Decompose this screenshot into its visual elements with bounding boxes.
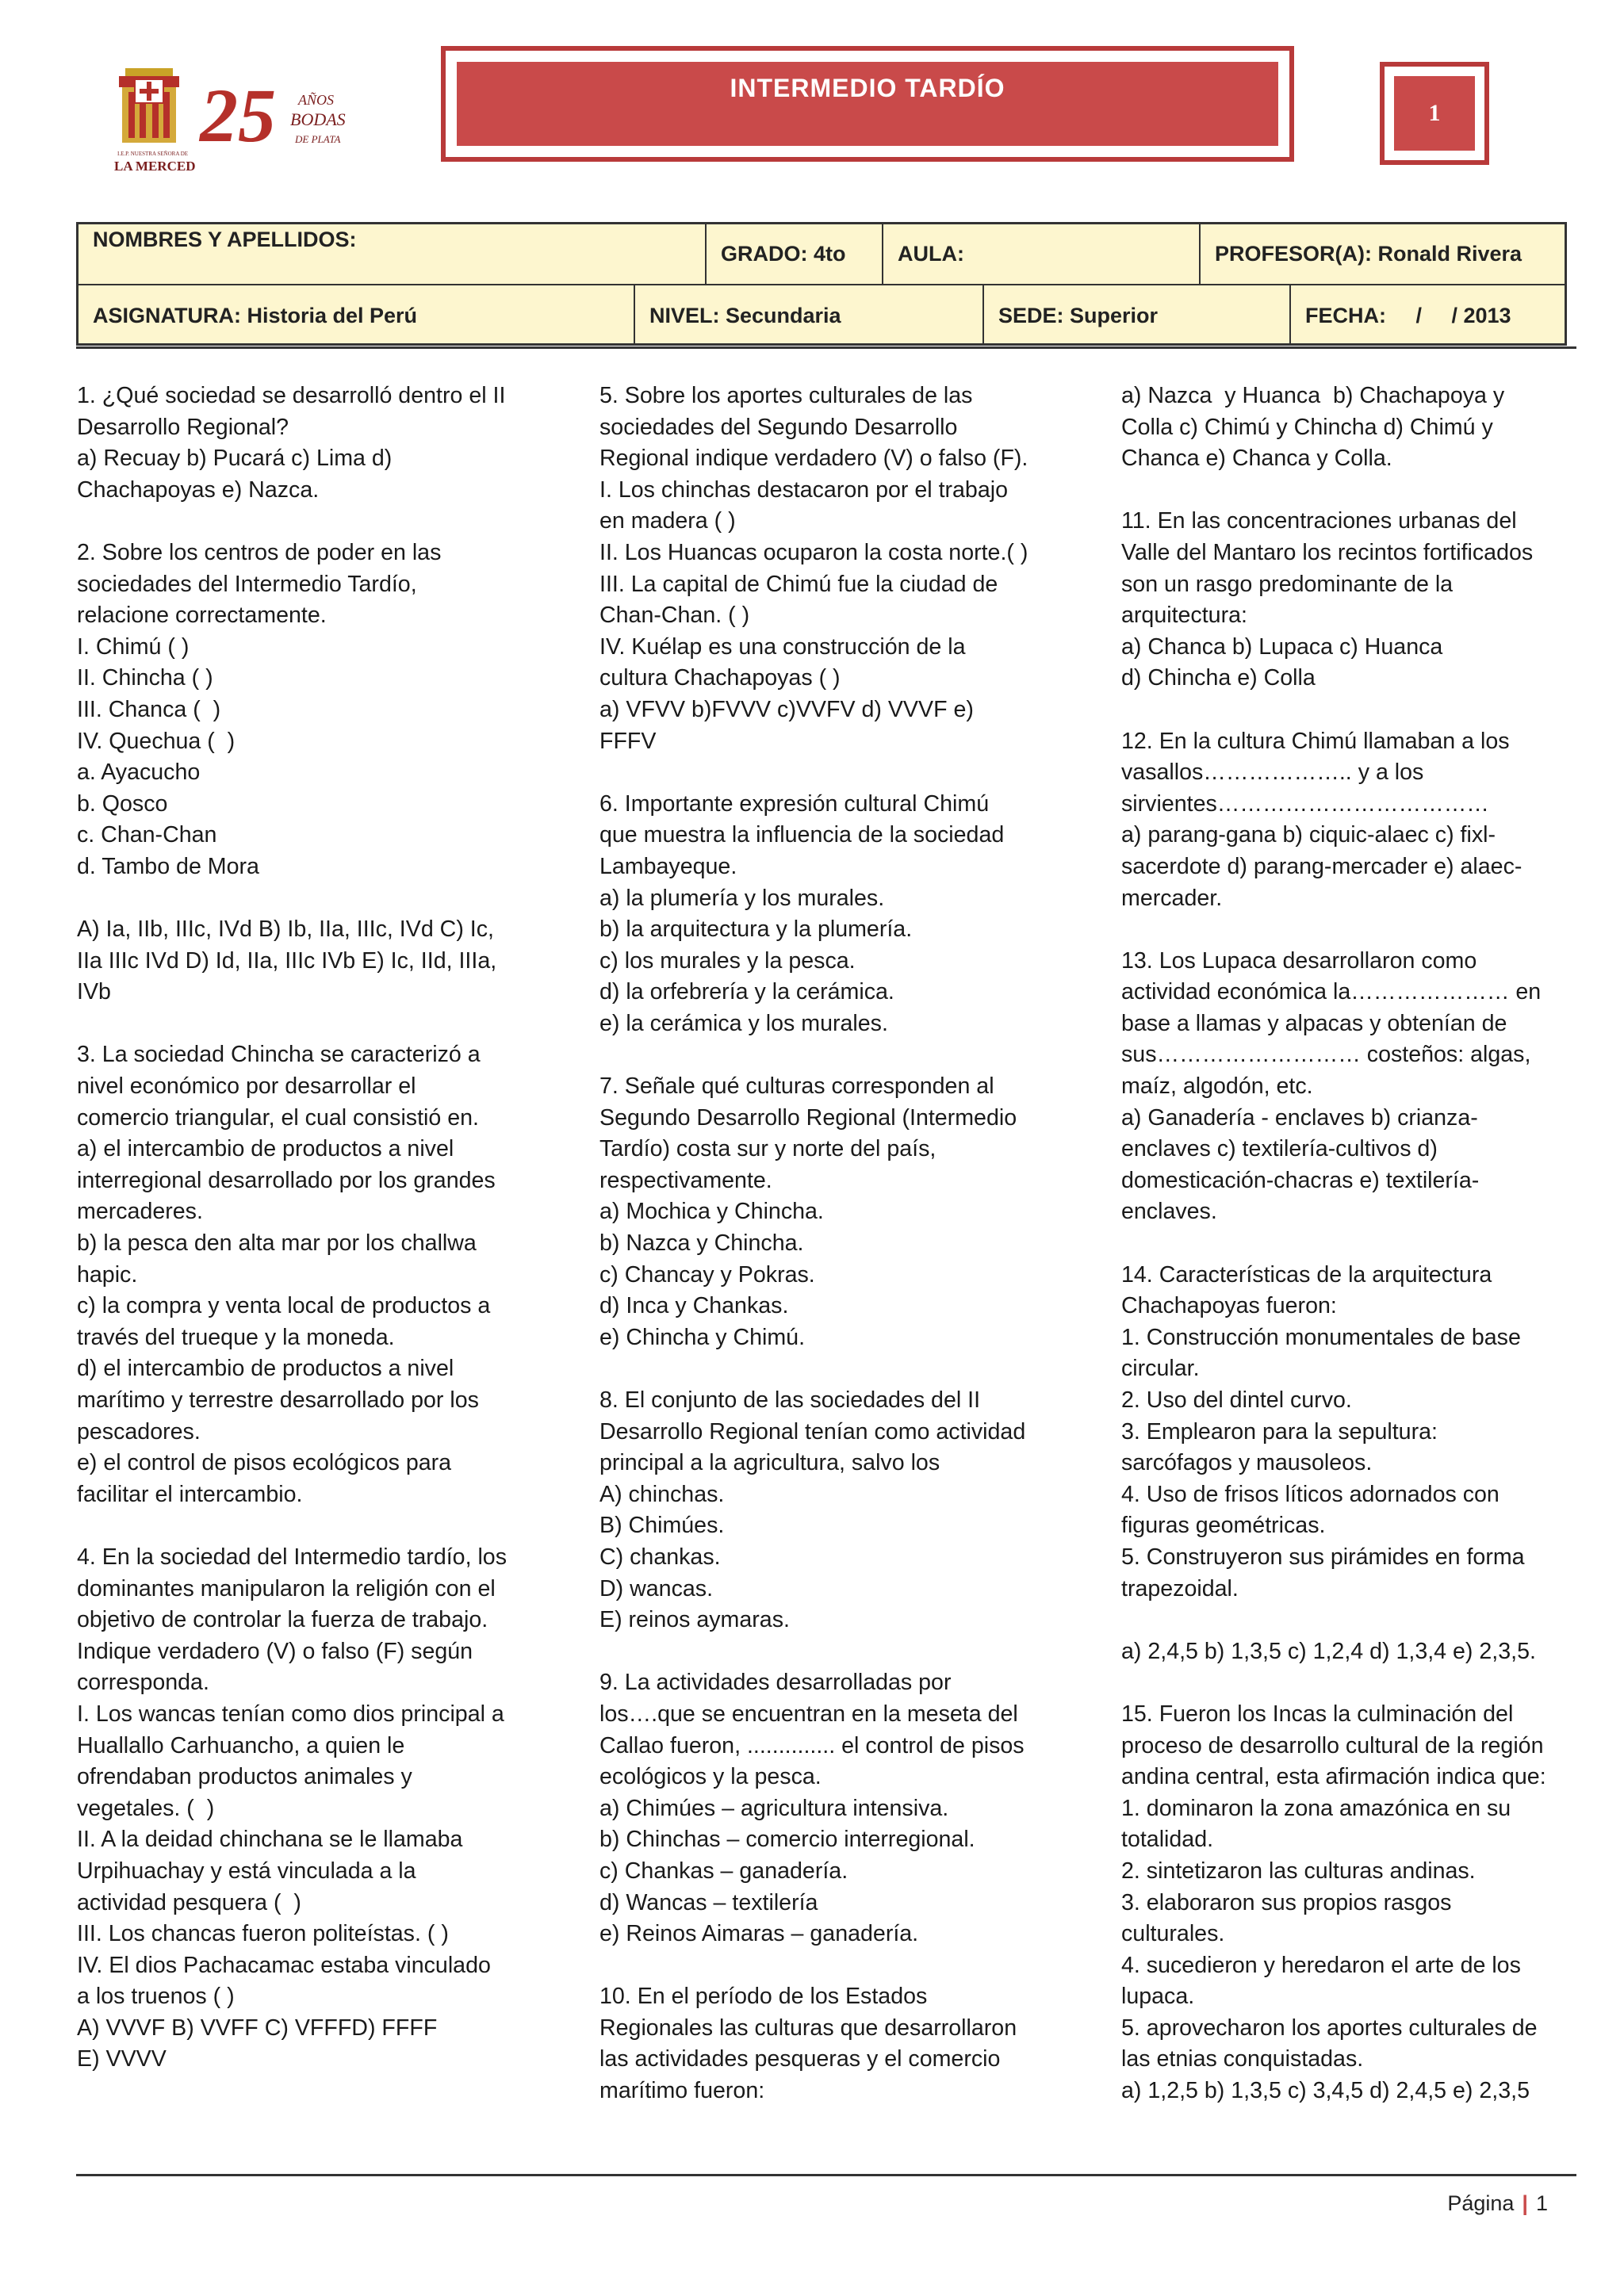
question-line: A) Ia, IIb, IIIc, IVd B) Ib, IIa, IIIc, IVd C) Ic, bbox=[77, 916, 494, 943]
question-line: culturales. bbox=[1121, 1921, 1225, 1947]
question-line: III. Chanca ( ) bbox=[77, 696, 221, 722]
blank-line bbox=[1121, 1228, 1565, 1260]
question-line: IVb bbox=[77, 979, 111, 1005]
question-line: domesticación-chacras e) textilería- bbox=[1121, 1167, 1480, 1193]
question-line: figuras geométricas. bbox=[1121, 1513, 1326, 1539]
question-line: D) wancas. bbox=[599, 1575, 714, 1601]
question-line: d) el intercambio de productos a nivel bbox=[77, 1356, 454, 1382]
question-line: d) la orfebrería y la cerámica. bbox=[599, 979, 894, 1005]
blank-line bbox=[77, 1510, 553, 1542]
question-line: corresponda. bbox=[77, 1670, 209, 1696]
blank-line bbox=[599, 1636, 1075, 1668]
question-line: B) Chimúes. bbox=[599, 1513, 725, 1539]
question-line: ofrendaban productos animales y bbox=[77, 1764, 412, 1790]
question-line: las etnias conquistadas. bbox=[1121, 2046, 1364, 2072]
question-line: c. Chan-Chan bbox=[77, 822, 217, 848]
question-line: a) el intercambio de productos a nivel bbox=[77, 1136, 454, 1162]
question-line: 1. Construcción monumentales de base bbox=[1121, 1324, 1521, 1350]
question-line: en madera ( ) bbox=[599, 508, 736, 534]
blank-line bbox=[599, 1039, 1075, 1071]
date-field: FECHA: / / 2013 bbox=[1305, 303, 1511, 327]
question-line: c) los murales y la pesca. bbox=[599, 947, 856, 974]
question-line: a) Ganadería - enclaves b) crianza- bbox=[1121, 1104, 1478, 1131]
question-line: d. Tambo de Mora bbox=[77, 853, 259, 879]
question-line: a) la plumería y los murales. bbox=[599, 885, 885, 911]
question-line: enclaves. bbox=[1121, 1199, 1217, 1225]
footer-page-number: 1 bbox=[1535, 2191, 1548, 2215]
svg-text:25: 25 bbox=[200, 73, 276, 158]
blank-line bbox=[599, 757, 1075, 789]
question-line: b) la arquitectura y la plumería. bbox=[599, 916, 913, 943]
question-line: a) Chimúes – agricultura intensiva. bbox=[599, 1795, 949, 1821]
question-line: Desarrollo Regional? bbox=[77, 414, 289, 440]
question-line: 14. Características de la arquitectura bbox=[1121, 1261, 1492, 1288]
question-line: 11. En las concentraciones urbanas del bbox=[1121, 508, 1517, 534]
question-line: Segundo Desarrollo Regional (Intermedio bbox=[599, 1104, 1017, 1131]
question-line: que muestra la influencia de la sociedad bbox=[599, 822, 1005, 848]
question-line: 6. Importante expresión cultural Chimú bbox=[599, 790, 990, 817]
question-line: lupaca. bbox=[1121, 1984, 1195, 2010]
question-line: c) Chankas – ganadería. bbox=[599, 1858, 848, 1884]
question-line: Tardío) costa sur y norte del país, bbox=[599, 1136, 936, 1162]
question-line: a) 2,4,5 b) 1,3,5 c) 1,2,4 d) 1,3,4 e) 2,3,5. bbox=[1121, 1638, 1536, 1664]
question-line: I. Chimú ( ) bbox=[77, 633, 190, 660]
question-line: 13. Los Lupaca desarrollaron como bbox=[1121, 947, 1477, 974]
question-line: a) Chanca b) Lupaca c) Huanca bbox=[1121, 633, 1443, 660]
question-line: a. Ayacucho bbox=[77, 760, 201, 786]
svg-text:AÑOS: AÑOS bbox=[298, 92, 334, 108]
question-line: IV. El dios Pachacamac estaba vinculado bbox=[77, 1952, 491, 1978]
questions-column-3 bbox=[1121, 381, 1565, 2107]
question-line: a) VFVV b)FVVV c)VVFV d) VVVF e) bbox=[599, 696, 974, 722]
question-line: A) VVVF B) VVFF C) VFFFD) FFFF bbox=[77, 2015, 438, 2041]
question-line: arquitectura: bbox=[1121, 603, 1247, 629]
question-line: dominantes manipularon la religión con el bbox=[77, 1575, 496, 1601]
level-field: NIVEL: Secundaria bbox=[649, 303, 841, 327]
question-line: 7. Señale qué culturas corresponden al bbox=[599, 1073, 994, 1100]
logo-school-name: LA MERCED bbox=[114, 159, 196, 174]
question-line: Chan-Chan. ( ) bbox=[599, 603, 750, 629]
question-line: las actividades pesqueras y el comercio bbox=[599, 2046, 1001, 2072]
question-line: facilitar el intercambio. bbox=[77, 1481, 303, 1507]
question-line: a) 1,2,5 b) 1,3,5 c) 3,4,5 d) 2,4,5 e) 2,3,5 bbox=[1121, 2078, 1530, 2104]
blank-line bbox=[1121, 914, 1565, 946]
question-line: maíz, algodón, etc. bbox=[1121, 1073, 1313, 1100]
blank-line bbox=[1121, 475, 1565, 507]
page-number-box bbox=[1380, 62, 1489, 165]
question-line: b) Nazca y Chincha. bbox=[599, 1230, 804, 1257]
question-line: respectivamente. bbox=[599, 1167, 772, 1193]
blank-line bbox=[1121, 1605, 1565, 1636]
question-line: 5. Construyeron sus pirámides en forma bbox=[1121, 1544, 1525, 1570]
blank-line bbox=[77, 1008, 553, 1040]
question-line: 3. Emplearon para la sepultura: bbox=[1121, 1418, 1438, 1445]
question-line: III. Los chancas fueron politeístas. ( ) bbox=[77, 1921, 449, 1947]
question-line: d) Wancas – textilería bbox=[599, 1889, 818, 1915]
question-line: 8. El conjunto de las sociedades del II bbox=[599, 1387, 981, 1413]
question-line: circular. bbox=[1121, 1356, 1200, 1382]
question-line: cultura Chachapoyas ( ) bbox=[599, 665, 841, 691]
question-line: Chanca e) Chanca y Colla. bbox=[1121, 446, 1392, 472]
crest-icon bbox=[119, 68, 179, 143]
question-line: C) chankas. bbox=[599, 1544, 721, 1570]
campus-field: SEDE: Superior bbox=[998, 303, 1159, 327]
title-banner bbox=[441, 46, 1294, 162]
question-line: 15. Fueron los Incas la culminación del bbox=[1121, 1701, 1514, 1727]
question-line: 3. elaboraron sus propios rasgos bbox=[1121, 1889, 1452, 1915]
question-line: relacione correctamente. bbox=[77, 603, 327, 629]
question-line: proceso de desarrollo cultural de la región bbox=[1121, 1732, 1544, 1758]
student-info-table bbox=[76, 222, 1567, 346]
question-line: Chachapoyas fueron: bbox=[1121, 1293, 1337, 1319]
question-line: Colla c) Chimú y Chincha d) Chimú y bbox=[1121, 414, 1493, 440]
question-line: principal a la agricultura, salvo los bbox=[599, 1450, 940, 1476]
question-line: andina central, esta afirmación indica que: bbox=[1121, 1764, 1546, 1790]
subject-field: ASIGNATURA: Historia del Perú bbox=[93, 303, 418, 327]
question-line: nivel económico por desarrollar el bbox=[77, 1073, 416, 1100]
question-line: E) VVVV bbox=[77, 2046, 167, 2072]
question-line: Callao fueron, .............. el control de pisos bbox=[599, 1732, 1025, 1758]
question-line: 10. En el período de los Estados bbox=[599, 1984, 928, 2010]
question-line: vegetales. ( ) bbox=[77, 1795, 215, 1821]
question-line: 1. dominaron la zona amazónica en su bbox=[1121, 1795, 1511, 1821]
question-line: base a llamas y alpacas y obtenían de bbox=[1121, 1010, 1507, 1036]
question-line: FFFV bbox=[599, 728, 657, 754]
questions-column-2 bbox=[599, 381, 1075, 2107]
question-line: c) Chancay y Pokras. bbox=[599, 1261, 815, 1288]
question-line: sociedades del Intermedio Tardío, bbox=[77, 571, 417, 597]
question-line: 2. Sobre los centros de poder en las bbox=[77, 539, 442, 565]
question-line: I. Los wancas tenían como dios principal a bbox=[77, 1701, 504, 1727]
question-line: Indique verdadero (V) o falso (F) según bbox=[77, 1638, 473, 1664]
question-line: actividad económica la………………… en bbox=[1121, 979, 1542, 1005]
footer-page-label: Página bbox=[1447, 2191, 1515, 2215]
question-line: Urpihuachay y está vinculada a la bbox=[77, 1858, 416, 1884]
question-line: 1. ¿Qué sociedad se desarrolló dentro el II bbox=[77, 383, 506, 408]
question-line: marítimo fueron: bbox=[599, 2078, 765, 2104]
question-line: sarcófagos y mausoleos. bbox=[1121, 1450, 1373, 1476]
question-line: sus……………………… costeños: algas, bbox=[1121, 1042, 1531, 1068]
question-line: comercio triangular, el cual consistió en. bbox=[77, 1104, 479, 1131]
question-line: enclaves c) textilería-cultivos d) bbox=[1121, 1136, 1438, 1162]
question-line: interregional desarrollado por los grandes bbox=[77, 1167, 496, 1193]
question-line: través del trueque y la moneda. bbox=[77, 1324, 395, 1350]
classroom-field: AULA: bbox=[898, 242, 964, 266]
question-line: IIa IIIc IVd D) Id, IIa, IIIc IVb E) Ic, IId, IIIa, bbox=[77, 947, 497, 974]
question-line: II. Chincha ( ) bbox=[77, 665, 213, 691]
question-line: Desarrollo Regional tenían como actividad bbox=[599, 1418, 1026, 1445]
question-line: c) la compra y venta local de productos a bbox=[77, 1293, 491, 1319]
question-line: 4. sucedieron y heredaron el arte de los bbox=[1121, 1952, 1521, 1978]
question-line: Valle del Mantaro los recintos fortificados bbox=[1121, 539, 1534, 565]
footer-divider bbox=[76, 2174, 1576, 2176]
question-line: totalidad. bbox=[1121, 1827, 1214, 1853]
question-line: a) Mochica y Chincha. bbox=[599, 1199, 824, 1225]
question-line: b) Chinchas – comercio interregional. bbox=[599, 1827, 975, 1853]
svg-text:DE PLATA: DE PLATA bbox=[295, 133, 341, 145]
question-line: 12. En la cultura Chimú llamaban a los bbox=[1121, 728, 1510, 754]
question-line: Huallallo Carhuancho, a quien le bbox=[77, 1732, 405, 1758]
question-line: b. Qosco bbox=[77, 790, 168, 817]
question-line: e) el control de pisos ecológicos para bbox=[77, 1450, 452, 1476]
question-line: 3. La sociedad Chincha se caracterizó a bbox=[77, 1042, 481, 1068]
svg-text:BODAS: BODAS bbox=[290, 109, 346, 129]
question-line: a) parang-gana b) ciquic-alaec c) fixl- bbox=[1121, 822, 1496, 848]
question-line: son un rasgo predominante de la bbox=[1121, 571, 1454, 597]
question-line: a) Recuay b) Pucará c) Lima d) bbox=[77, 446, 393, 472]
question-line: vasallos……………….. y a los bbox=[1121, 760, 1424, 786]
question-line: A) chinchas. bbox=[599, 1481, 725, 1507]
question-line: d) Chincha e) Colla bbox=[1121, 665, 1316, 691]
questions-column-1 bbox=[77, 381, 553, 2076]
question-line: objetivo de controlar la fuerza de trabajo. bbox=[77, 1607, 488, 1633]
question-line: trapezoidal. bbox=[1121, 1575, 1239, 1601]
question-line: d) Inca y Chankas. bbox=[599, 1293, 789, 1319]
blank-line bbox=[77, 506, 553, 538]
question-line: IV. Kuélap es una construcción de la bbox=[599, 633, 966, 660]
question-line: mercaderes. bbox=[77, 1199, 203, 1225]
question-line: Regionales las culturas que desarrollaron bbox=[599, 2015, 1017, 2041]
blank-line bbox=[599, 1353, 1075, 1385]
question-line: E) reinos aymaras. bbox=[599, 1607, 790, 1633]
question-line: Regional indique verdadero (V) o falso (F). bbox=[599, 446, 1028, 472]
question-line: mercader. bbox=[1121, 885, 1223, 911]
question-line: hapic. bbox=[77, 1261, 138, 1288]
question-line: 5. aprovecharon los aportes culturales de bbox=[1121, 2015, 1538, 2041]
question-line: los….que se encuentran en la meseta del bbox=[599, 1701, 1018, 1727]
question-line: Chachapoyas e) Nazca. bbox=[77, 476, 320, 503]
question-line: 2. Uso del dintel curvo. bbox=[1121, 1387, 1352, 1413]
question-line: a los truenos ( ) bbox=[77, 1984, 235, 2010]
header-divider bbox=[76, 346, 1576, 349]
page-title: INTERMEDIO TARDÍO bbox=[730, 73, 1005, 102]
question-line: sociedades del Segundo Desarrollo bbox=[599, 414, 958, 440]
question-line: 4. Uso de frisos líticos adornados con bbox=[1121, 1481, 1500, 1507]
question-line: 4. En la sociedad del Intermedio tardío, los bbox=[77, 1544, 508, 1570]
question-line: 5. Sobre los aportes culturales de las bbox=[599, 383, 973, 408]
question-line: ecológicos y la pesca. bbox=[599, 1764, 822, 1790]
question-line: sacerdote d) parang-mercader e) alaec- bbox=[1121, 853, 1522, 879]
teacher-field: PROFESOR(A): Ronald Rivera bbox=[1215, 242, 1522, 266]
question-line: actividad pesquera ( ) bbox=[77, 1889, 301, 1915]
question-line: e) Chincha y Chimú. bbox=[599, 1324, 806, 1350]
page-number-badge: 1 bbox=[1428, 100, 1441, 126]
question-line: b) la pesca den alta mar por los challwa bbox=[77, 1230, 477, 1257]
blank-line bbox=[1121, 695, 1565, 726]
question-line: e) la cerámica y los murales. bbox=[599, 1010, 888, 1036]
question-line: pescadores. bbox=[77, 1418, 201, 1445]
name-field: NOMBRES Y APELLIDOS: bbox=[93, 228, 357, 251]
blank-line bbox=[77, 883, 553, 915]
question-line: Lambayeque. bbox=[599, 853, 737, 879]
question-line: III. La capital de Chimú fue la ciudad de bbox=[599, 571, 998, 597]
question-line: a) Nazca y Huanca b) Chachapoya y bbox=[1121, 383, 1505, 408]
question-line: 2. sintetizaron las culturas andinas. bbox=[1121, 1858, 1476, 1884]
blank-line bbox=[599, 1950, 1075, 1982]
question-line: marítimo y terrestre desarrollado por los bbox=[77, 1387, 479, 1413]
question-line: II. A la deidad chinchana se le llamaba bbox=[77, 1827, 463, 1853]
question-line: e) Reinos Aimaras – ganadería. bbox=[599, 1921, 919, 1947]
footer-separator: | bbox=[1522, 2191, 1528, 2215]
question-line: sirvientes……………………………… bbox=[1121, 790, 1489, 817]
grade-field: GRADO: 4to bbox=[721, 242, 846, 266]
question-line: IV. Quechua ( ) bbox=[77, 728, 236, 754]
school-logo bbox=[111, 62, 381, 197]
page-footer bbox=[1447, 2191, 1548, 2216]
blank-line bbox=[1121, 1667, 1565, 1699]
question-line: I. Los chinchas destacaron por el trabajo bbox=[599, 476, 1008, 503]
question-line: 9. La actividades desarrolladas por bbox=[599, 1670, 952, 1696]
question-line: II. Los Huancas ocuparon la costa norte.( ) bbox=[599, 539, 1028, 565]
svg-text:I.E.P. NUESTRA SEÑORA DE: I.E.P. NUESTRA SEÑORA DE bbox=[117, 151, 189, 157]
